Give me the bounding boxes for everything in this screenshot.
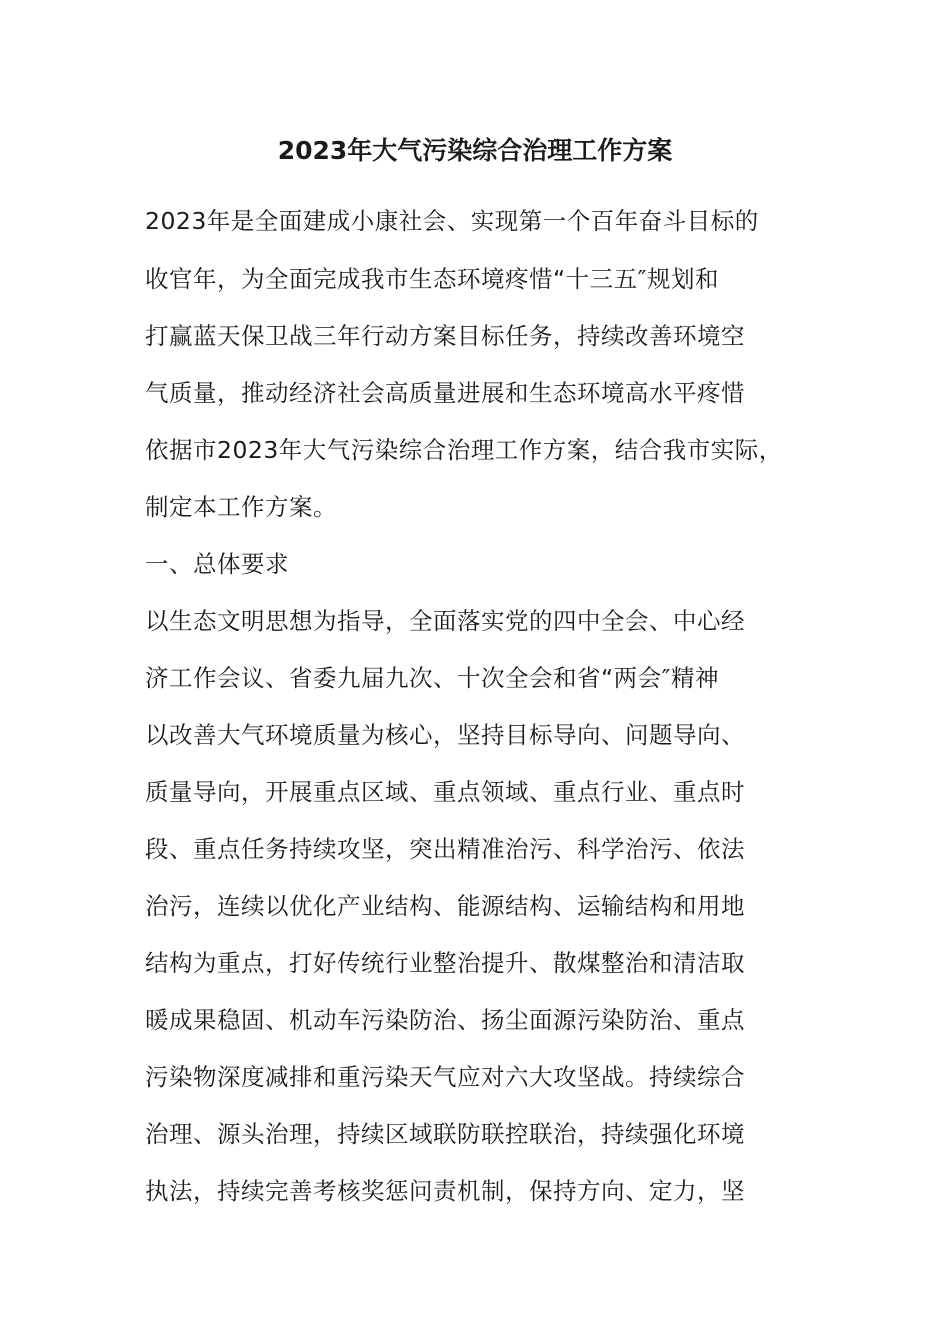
paragraph-line: 治污，连续以优化产业结构、能源结构、运输结构和用地 (145, 892, 745, 920)
paragraph-line: 济工作会议、省委九届九次、十次全会和省“两会″精神 (145, 664, 719, 692)
document-title: 2023年大气污染综合治理工作方案 (277, 136, 673, 165)
paragraph-line: 暖成果稳固、机动车污染防治、扬尘面源污染防治、重点 (145, 1006, 745, 1034)
paragraph-line: 结构为重点，打好传统行业整治提升、散煤整治和清洁取 (145, 949, 745, 977)
paragraph-line: 质量导向，开展重点区域、重点领域、重点行业、重点时 (145, 778, 745, 806)
paragraph-line: 执法，持续完善考核奖惩问责机制，保持方向、定力，坚 (145, 1177, 745, 1205)
paragraph-line: 污染物深度减排和重污染天气应对六大攻坚战。持续综合 (145, 1063, 745, 1091)
paragraph-line: 气质量，推动经济社会高质量进展和生态环境高水平疼惜 (145, 379, 745, 407)
paragraph-line: 段、重点任务持续攻坚，突出精准治污、科学治污、依法 (145, 835, 745, 863)
paragraph-line: 以生态文明思想为指导，全面落实党的四中全会、中心经 (145, 607, 745, 635)
section-heading: 一、总体要求 (145, 550, 289, 578)
paragraph-line: 收官年，为全面完成我市生态环境疼惜“十三五″规划和 (145, 265, 719, 293)
paragraph-line: 以改善大气环境质量为核心，坚持目标导向、问题导向、 (145, 721, 745, 749)
paragraph-line: 打赢蓝天保卫战三年行动方案目标任务，持续改善环境空 (145, 322, 745, 350)
paragraph-line: 制定本工作方案。 (145, 493, 337, 521)
paragraph-line: 依据市2023年大气污染综合治理工作方案，结合我市实际， (145, 436, 783, 464)
paragraph-line: 2023年是全面建成小康社会、实现第一个百年奋斗目标的 (145, 207, 759, 235)
paragraph-line: 治理、源头治理，持续区域联防联控联治，持续强化环境 (145, 1120, 745, 1148)
